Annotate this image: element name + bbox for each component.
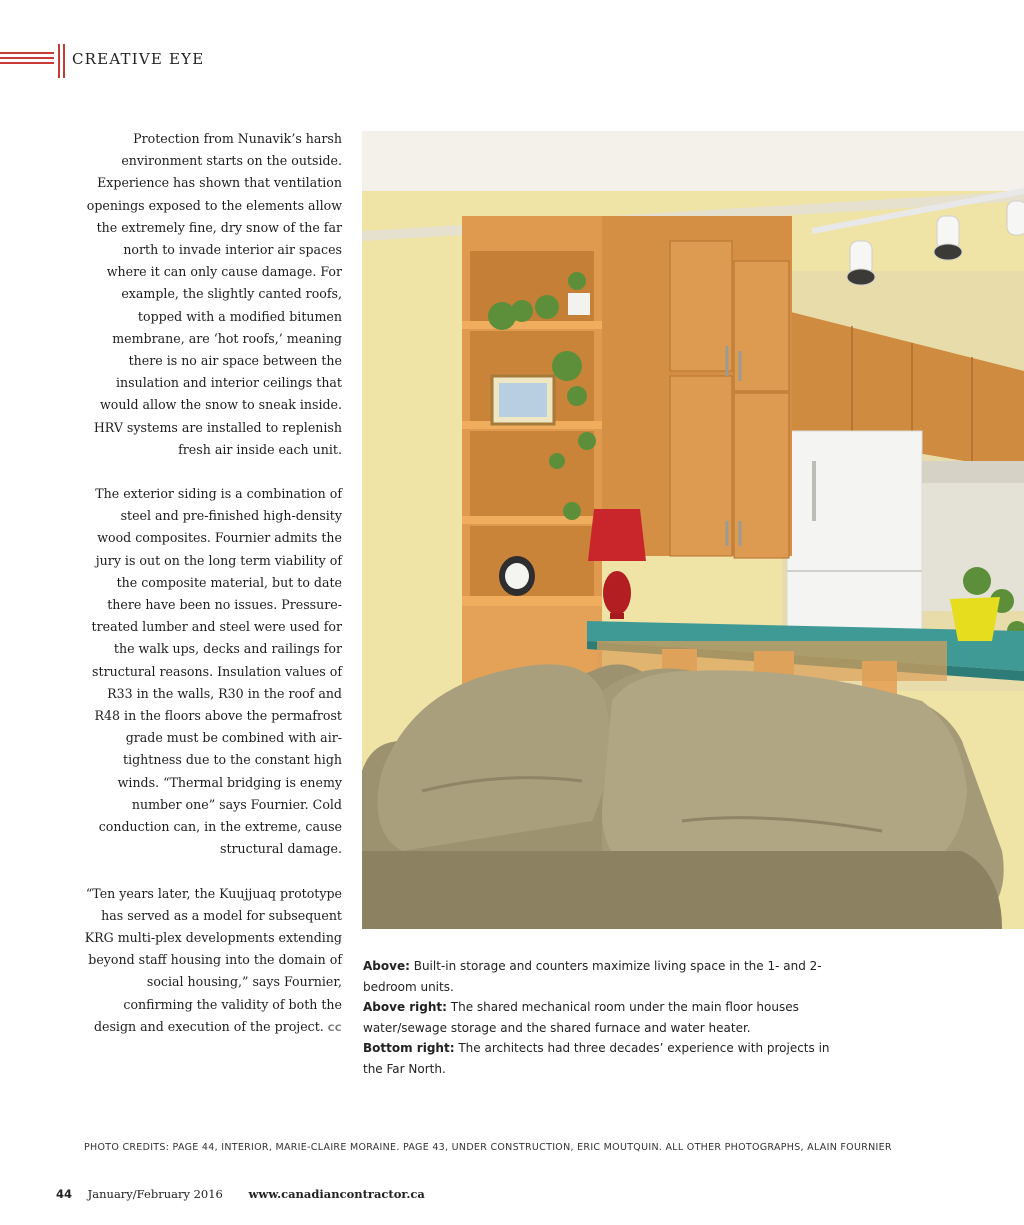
website-url: www.canadiancontractor.ca [248,1187,425,1201]
header-rule-lines [0,52,54,66]
page-number: 44 [56,1187,73,1201]
article-body [84,128,342,1062]
caption-text: Built-in storage and counters maximize living space in the 1- and 2-bedroom units. [363,959,822,994]
end-mark: CC [327,1023,342,1034]
caption-label: Above: [363,959,410,973]
photo-credits: PHOTO CREDITS: PAGE 44, INTERIOR, MARIE-CLAIRE MORAINE. PAGE 43, UNDER CONSTRUCTION, ERIC MOUTQUIN. ALL OTHER PHOTOGRAPHS, ALAIN FOURNIER [84,1142,892,1153]
paragraph-3 [84,883,342,1040]
caption-label: Bottom right: [363,1041,455,1056]
caption-bottom-right [363,1038,833,1079]
caption-text: The architects had three decades’ experience with projects in the Far North. [363,1041,830,1076]
caption-above-right [363,997,833,1038]
caption-text: The shared mechanical room under the main floor houses water/sewage storage and the shared furnace and water heater. [363,1000,799,1035]
paragraph-1: Protection from Nunavik’s harsh environment starts on the outside. Experience has shown that ventilation openings exposed to the elements allow the extremely fine, dry snow of the far north to invade interior air spaces where it can only cause damage. For example, the slightly canted roofs, topped with a modified bitumen membrane, are ‘hot roofs,’ meaning there is no air space between the insulation and interior ceilings that would allow the snow to sneak inside. HRV systems are installed to replenish fresh air inside each unit. [86,131,342,457]
header-rule-bars [58,44,66,78]
interior-photo [362,131,1024,929]
paragraph-2: The exterior siding is a combination of steel and pre-finished high-density wood composites. Fournier admits the jury is out on the long term viability of the composite material, but to date there have been no issues. Pressure-treated lumber and steel were used for the walk ups, decks and railings for structural reasons. Insulation values of R33 in the walls, R30 in the roof and R48 in the floors above the permafrost grade must be combined with air-tightness due to the constant high winds. “Thermal bridging is enemy number one” says Fournier. Cold conduction can, in the extreme, cause structural damage. [91,486,342,857]
caption-above [363,956,833,997]
caption-label: Above right: [363,1000,447,1015]
section-label: CREATIVE EYE [72,50,205,68]
issue-date: January/February 2016 [87,1187,223,1201]
photo-captions [363,956,833,1080]
paragraph-3-text: “Ten years later, the Kuujjuaq prototype has served as a model for subsequent KRG multi-plex developments extending beyond staff housing into the domain of social housing,” says Fournier, confirming the validity of both the design and execution of the project. [84,885,342,1034]
page-footer [56,1187,425,1201]
